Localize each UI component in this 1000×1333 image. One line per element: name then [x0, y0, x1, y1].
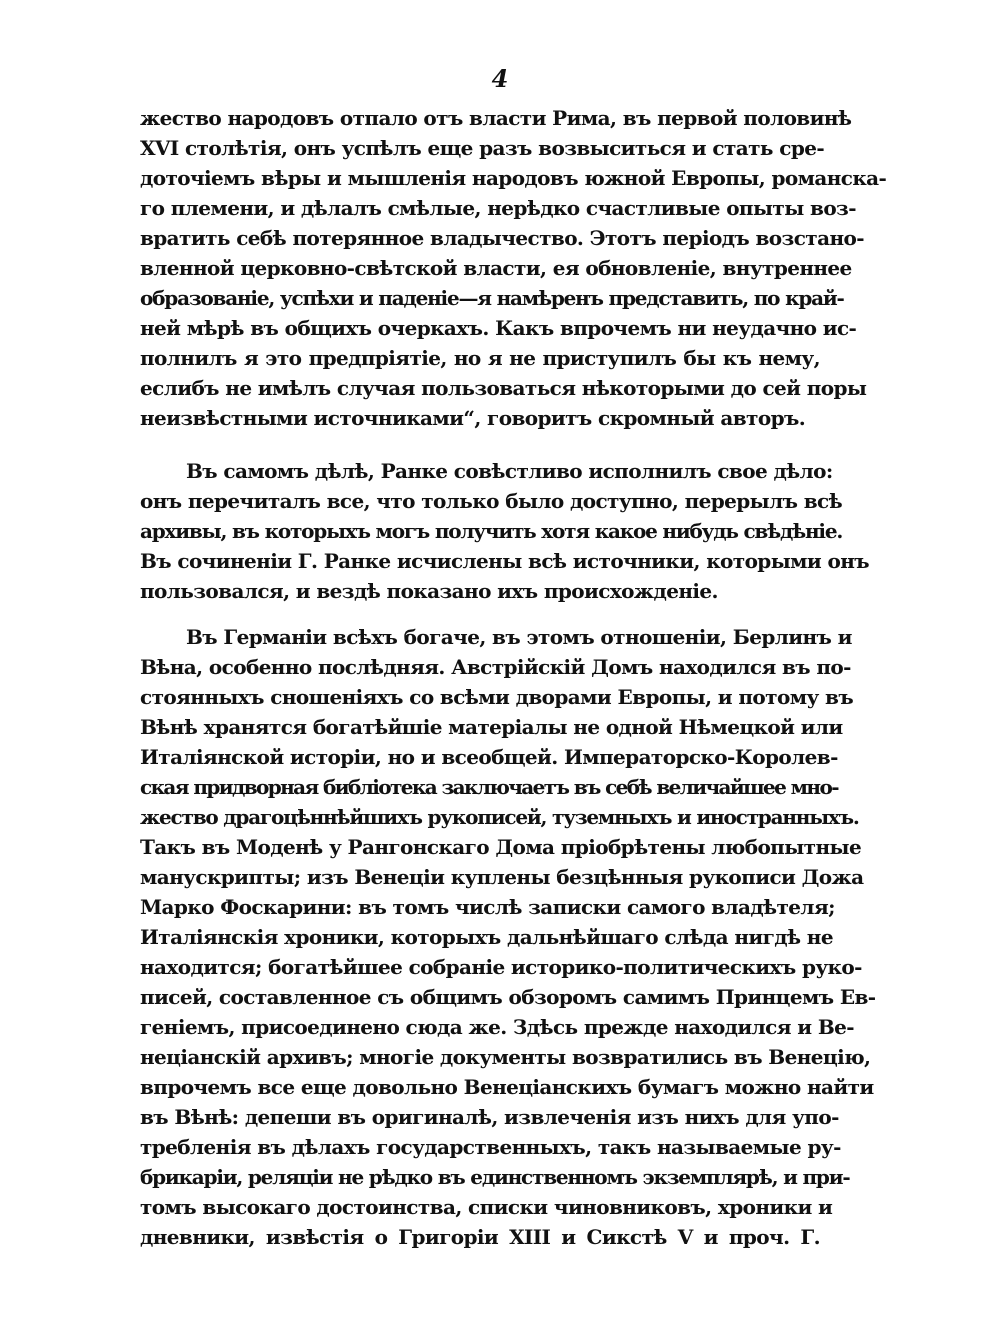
- paragraph-2: [140, 456, 870, 606]
- text-line: жество народовъ отпало отъ власти Рима, въ первой половинѣ: [140, 106, 852, 130]
- text-line: въ Вѣнѣ: депеши въ оригиналѣ, извлеченія изъ нихъ для упо-: [140, 1105, 839, 1129]
- text-line: образованіе, успѣхи и паденіе—я намѣренъ представить, по край-: [140, 286, 844, 310]
- text-line: геніемъ, присоединено сюда же. Здѣсь прежде находился и Ве-: [140, 1015, 854, 1039]
- text-line: Марко Фоскарини: въ томъ числѣ записки самого владѣтеля;: [140, 895, 835, 919]
- text-line: писей, составленное съ общимъ обзоромъ самимъ Принцемъ Ев-: [140, 985, 876, 1009]
- text-line: неціанскій архивъ; многіе документы возвратились въ Венецію,: [140, 1045, 871, 1069]
- text-line: доточіемъ вѣры и мышленія народовъ южной Европы, романска-: [140, 166, 887, 190]
- text-line: вратить себѣ потерянное владычество. Этотъ періодъ возстано-: [140, 226, 864, 250]
- text-line: онъ перечиталъ все, что только было доступно, перерылъ всѣ: [140, 489, 843, 513]
- text-line: еслибъ не имѣлъ случая пользоваться нѣкоторыми до сей поры: [140, 376, 867, 400]
- text-line: манускрипты; изъ Венеціи куплены безцѣнныя рукописи Дожа: [140, 865, 864, 889]
- text-line: пользовался, и вездѣ показано ихъ происхожденіе.: [140, 579, 718, 603]
- text-line: XVI столѣтія, онъ успѣлъ еще разъ возвыситься и стать сре-: [140, 136, 825, 160]
- text-line: Въ Германіи всѣхъ богаче, въ этомъ отношеніи, Берлинъ и: [186, 625, 852, 649]
- text-line: Такъ въ Моденѣ у Рангонскаго Дома пріобрѣтены любопытные: [140, 835, 862, 859]
- text-line: стоянныхъ сношеніяхъ со всѣми дворами Европы, и потому въ: [140, 685, 854, 709]
- text-line: Италіянскія хроники, которыхъ дальнѣйшаго слѣда нигдѣ не: [140, 925, 833, 949]
- text-line: Вѣнѣ хранятся богатѣйшіе матеріалы не одной Нѣмецкой или: [140, 715, 843, 739]
- text-line: впрочемъ все еще довольно Венеціанскихъ бумагъ можно найти: [140, 1075, 874, 1099]
- text-line: архивы, въ которыхъ могъ получить хотя какое нибудь свѣдѣніе.: [140, 519, 843, 543]
- text-line: Въ сочиненіи Г. Ранке исчислены всѣ источники, которыми онъ: [140, 549, 870, 573]
- text-line: Италіянской исторіи, но и всеобщей. Императорско-Королев-: [140, 745, 838, 769]
- text-line: го племени, и дѣлалъ смѣлые, нерѣдко счастливые опыты воз-: [140, 196, 856, 220]
- text-line: требленія въ дѣлахъ государственныхъ, такъ называемые ру-: [140, 1135, 841, 1159]
- text-line: томъ высокаго достоинства, списки чиновниковъ, хроники и: [140, 1195, 833, 1219]
- text-line: неизвѣстными источниками“, говоритъ скромный авторъ.: [140, 406, 806, 430]
- paragraph-3: [140, 622, 876, 1252]
- text-line: полнилъ я это предпріятіе, но я не приступилъ бы къ нему,: [140, 346, 820, 370]
- text-line: ней мѣрѣ въ общихъ очеркахъ. Какъ впрочемъ ни неудачно ис-: [140, 316, 857, 340]
- text-line: дневники, извѣстія о Григоріи XIII и Сикстѣ V и проч. Г.: [140, 1225, 820, 1249]
- text-line: вленной церковно-свѣтской власти, ея обновленіе, внутреннее: [140, 256, 852, 280]
- paragraph-1: [140, 103, 887, 433]
- page-number: 4: [491, 64, 509, 93]
- text-line: жество драгоцѣннѣйшихъ рукописей, туземныхъ и иностранныхъ.: [140, 805, 859, 829]
- text-line: ская придворная библіотека заключаетъ въ себѣ величайшее мно-: [140, 775, 838, 799]
- text-line: находится; богатѣйшее собраніе историко-политическихъ руко-: [140, 955, 862, 979]
- text-line: Въ самомъ дѣлѣ, Ранке совѣстливо исполнилъ свое дѣло:: [186, 459, 833, 483]
- text-line: Вѣна, особенно послѣдняя. Австрійскій Домъ находился въ по-: [140, 655, 851, 679]
- text-line: брикаріи, реляціи не рѣдко въ единственномъ экземплярѣ, и при-: [140, 1165, 850, 1189]
